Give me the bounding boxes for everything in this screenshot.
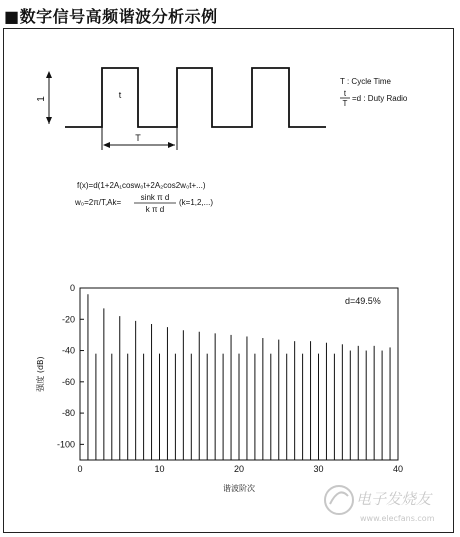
formula-line-1: f(x)=d(1+2A₁cosw₀t+2A₂cos2w₀t+...) xyxy=(77,181,206,190)
x-tick-label: 40 xyxy=(392,464,404,474)
spectrum-bars xyxy=(88,294,390,460)
pulse-width-label: t xyxy=(118,90,122,100)
y-tick-label: -60 xyxy=(61,376,75,387)
y-tick-label: 0 xyxy=(69,283,75,293)
y-tick-label: -100 xyxy=(56,439,75,450)
x-tick-label: 20 xyxy=(233,464,245,474)
x-axis-ticks xyxy=(77,456,403,474)
period-label: T xyxy=(135,133,141,143)
chart-annotation: d=49.5% xyxy=(345,296,381,306)
waveform-trace xyxy=(65,68,326,127)
fourier-formula xyxy=(74,181,213,214)
legend-duty-denominator: T xyxy=(342,99,348,108)
square-waveform xyxy=(36,68,326,150)
page-title: ■数字信号高频谐波分析示例 xyxy=(4,7,218,26)
watermark-text: 电子发烧友 xyxy=(356,490,432,508)
amplitude-label: 1 xyxy=(36,96,47,102)
legend-duty-numerator: t xyxy=(343,89,347,98)
legend-cycle-time: T : Cycle Time xyxy=(340,77,391,86)
formula-line-2-suffix: (k=1,2,...) xyxy=(179,198,214,207)
formula-fraction-numerator: sink π d xyxy=(140,193,170,202)
formula-line-2-prefix: w₀=2π/T,Ak= xyxy=(75,198,122,207)
legend-duty-ratio: =d : Duty Radio xyxy=(352,94,408,103)
waveform-legend xyxy=(340,77,408,108)
watermark-url: www.elecfans.com xyxy=(360,514,435,523)
y-tick-label: -20 xyxy=(61,314,75,325)
x-axis-label: 谐波阶次 xyxy=(223,484,255,493)
y-axis-label: 强度 (dB) xyxy=(36,356,45,392)
x-tick-label: 0 xyxy=(77,464,83,474)
x-tick-label: 30 xyxy=(313,464,324,474)
spectrum-chart xyxy=(35,283,403,493)
watermark-logo-icon xyxy=(325,486,353,514)
y-tick-label: -80 xyxy=(61,408,75,419)
watermark xyxy=(325,486,435,523)
x-tick-label: 10 xyxy=(154,464,165,474)
y-tick-label: -40 xyxy=(61,345,75,356)
formula-fraction-denominator: k π d xyxy=(145,205,165,214)
